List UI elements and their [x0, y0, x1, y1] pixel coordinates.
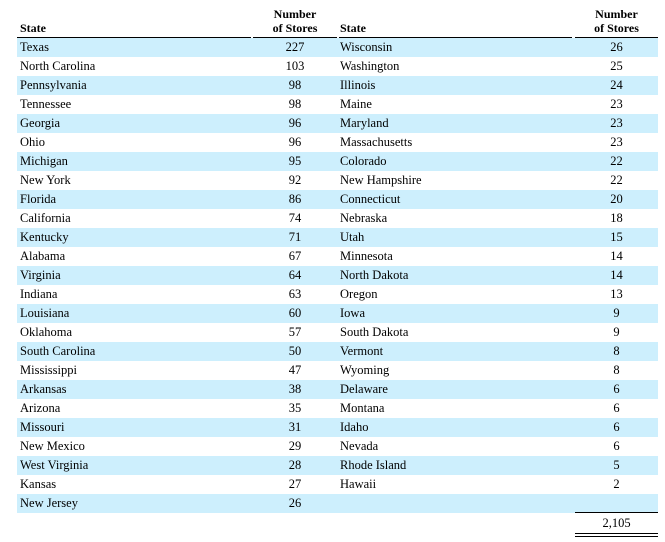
- state-right-cell: Illinois: [340, 78, 376, 92]
- header-stores-right-line1: Number: [595, 7, 638, 21]
- table-row: [17, 494, 658, 513]
- state-right-cell: North Dakota: [340, 268, 409, 282]
- stores-left-cell: 95: [288, 154, 302, 168]
- row-shading: [17, 114, 658, 133]
- state-left-cell: Kansas: [20, 477, 57, 491]
- state-right-cell: Rhode Island: [340, 458, 407, 472]
- table-row: [17, 38, 658, 57]
- stores-right-cell: 18: [610, 211, 623, 225]
- stores-left-cell: 60: [288, 306, 302, 320]
- row-shading: [17, 76, 658, 95]
- stores-left-cell: 35: [288, 401, 302, 415]
- state-left-cell: Kentucky: [20, 230, 69, 244]
- stores-right-cell: 14: [610, 268, 623, 282]
- stores-right-cell: 9: [613, 306, 620, 320]
- stores-left-cell: 86: [288, 192, 302, 206]
- row-shading: [17, 152, 658, 171]
- state-left-cell: New Mexico: [20, 439, 85, 453]
- header-stores-right: [575, 7, 658, 35]
- state-left-cell: Alabama: [20, 249, 66, 263]
- state-right-cell: South Dakota: [340, 325, 409, 339]
- state-left-cell: Texas: [20, 40, 49, 54]
- state-left-cell: Mississippi: [20, 363, 77, 377]
- state-left-cell: Tennessee: [20, 97, 72, 111]
- stores-right-cell: 22: [610, 173, 623, 187]
- stores-right-cell: 6: [613, 382, 620, 396]
- header-state-right: State: [340, 21, 366, 35]
- state-left-cell: Indiana: [20, 287, 58, 301]
- stores-left-cell: 63: [288, 287, 302, 301]
- stores-left-cell: 103: [285, 59, 305, 73]
- state-left-cell: Louisiana: [20, 306, 70, 320]
- state-left-cell: West Virginia: [20, 458, 89, 472]
- state-right-cell: Minnesota: [340, 249, 393, 263]
- stores-left-cell: 67: [288, 249, 302, 263]
- table-row: [17, 95, 658, 114]
- state-right-cell: Hawaii: [340, 477, 377, 491]
- stores-by-state-table: [17, 0, 658, 513]
- stores-right-cell: 23: [610, 97, 623, 111]
- stores-right-cell: 8: [613, 363, 620, 377]
- state-right-cell: Nebraska: [340, 211, 388, 225]
- state-left-cell: South Carolina: [20, 344, 96, 358]
- table-row: [17, 437, 658, 456]
- state-left-cell: Arizona: [20, 401, 61, 415]
- table-body: [17, 38, 658, 513]
- stores-left-cell: 96: [288, 116, 302, 130]
- row-shading: [17, 190, 658, 209]
- table-row: [17, 133, 658, 152]
- state-right-cell: Oregon: [340, 287, 378, 301]
- stores-right-cell: 6: [613, 401, 620, 415]
- table-row: [17, 190, 658, 209]
- table-row: [17, 171, 658, 190]
- state-right-cell: Iowa: [340, 306, 365, 320]
- row-shading: [17, 228, 658, 247]
- stores-right-cell: 15: [610, 230, 623, 244]
- state-right-cell: Maryland: [340, 116, 389, 130]
- stores-left-cell: 98: [288, 97, 302, 111]
- state-right-cell: New Hampshire: [340, 173, 422, 187]
- state-left-cell: Arkansas: [20, 382, 67, 396]
- row-shading: [17, 494, 658, 513]
- state-left-cell: Michigan: [20, 154, 68, 168]
- stores-left-cell: 227: [285, 40, 305, 54]
- stores-right-cell: 14: [610, 249, 623, 263]
- stores-left-cell: 26: [288, 496, 302, 510]
- stores-left-cell: 38: [288, 382, 302, 396]
- state-right-cell: Colorado: [340, 154, 387, 168]
- state-right-cell: Montana: [340, 401, 385, 415]
- table-header: [17, 0, 658, 36]
- stores-left-cell: 29: [288, 439, 302, 453]
- stores-right-cell: 26: [610, 40, 623, 54]
- state-left-cell: Ohio: [20, 135, 45, 149]
- total-stores-value: 2,105: [602, 516, 631, 530]
- state-right-cell: Nevada: [340, 439, 379, 453]
- table-row: [17, 209, 658, 228]
- stores-left-cell: 28: [288, 458, 302, 472]
- stores-left-cell: 57: [288, 325, 302, 339]
- stores-left-cell: 47: [288, 363, 302, 377]
- stores-right-cell: 9: [613, 325, 620, 339]
- state-left-cell: New Jersey: [20, 496, 78, 510]
- stores-right-cell: 20: [610, 192, 623, 206]
- table-row: [17, 418, 658, 437]
- state-left-cell: Missouri: [20, 420, 65, 434]
- table-row: [17, 342, 658, 361]
- state-right-cell: Idaho: [340, 420, 369, 434]
- stores-right-cell: 25: [610, 59, 623, 73]
- header-stores-right-line2: of Stores: [594, 21, 639, 35]
- row-shading: [17, 266, 658, 285]
- state-right-cell: Utah: [340, 230, 365, 244]
- table-row: [17, 361, 658, 380]
- stores-left-cell: 74: [288, 211, 302, 225]
- table-row: [17, 228, 658, 247]
- state-left-cell: Virginia: [20, 268, 61, 282]
- state-right-cell: Delaware: [340, 382, 388, 396]
- total-double-rule-2: [575, 536, 658, 537]
- state-left-cell: Pennsylvania: [20, 78, 87, 92]
- table-row: [17, 114, 658, 133]
- row-shading: [17, 380, 658, 399]
- state-right-cell: Massachusetts: [340, 135, 413, 149]
- stores-left-cell: 71: [288, 230, 302, 244]
- stores-left-cell: 64: [288, 268, 302, 282]
- state-left-cell: New York: [20, 173, 71, 187]
- table-row: [17, 399, 658, 418]
- total-block: [575, 512, 658, 537]
- stores-left-cell: 31: [288, 420, 302, 434]
- state-right-cell: Connecticut: [340, 192, 401, 206]
- stores-left-cell: 92: [288, 173, 302, 187]
- stores-right-cell: 5: [613, 458, 620, 472]
- row-shading: [17, 342, 658, 361]
- state-left-cell: Georgia: [20, 116, 61, 130]
- table-row: [17, 57, 658, 76]
- state-left-cell: Florida: [20, 192, 57, 206]
- stores-right-cell: 2: [613, 477, 620, 491]
- state-right-cell: Wyoming: [340, 363, 390, 377]
- header-stores-left-line2: of Stores: [272, 21, 318, 35]
- header-stores-left-line1: Number: [273, 7, 317, 21]
- state-right-cell: Washington: [340, 59, 400, 73]
- state-right-cell: Vermont: [340, 344, 384, 358]
- stores-left-cell: 98: [288, 78, 302, 92]
- header-stores-left: [253, 7, 337, 35]
- table-row: [17, 152, 658, 171]
- state-right-cell: Wisconsin: [340, 40, 393, 54]
- stores-right-cell: 23: [610, 135, 623, 149]
- table-row: [17, 323, 658, 342]
- stores-right-cell: 6: [613, 420, 620, 434]
- stores-left-cell: 96: [288, 135, 302, 149]
- total-double-rule-1: [575, 533, 658, 534]
- row-shading: [17, 304, 658, 323]
- row-shading: [17, 418, 658, 437]
- table-row: [17, 475, 658, 494]
- table-row: [17, 380, 658, 399]
- row-shading: [17, 456, 658, 475]
- table-row: [17, 285, 658, 304]
- state-left-cell: North Carolina: [20, 59, 96, 73]
- table-row: [17, 247, 658, 266]
- table-row: [17, 304, 658, 323]
- header-state-left: State: [20, 21, 46, 35]
- state-left-cell: California: [20, 211, 71, 225]
- stores-right-cell: 13: [610, 287, 623, 301]
- stores-left-cell: 27: [288, 477, 302, 491]
- stores-right-cell: 22: [610, 154, 623, 168]
- row-shading: [17, 38, 658, 57]
- stores-right-cell: 6: [613, 439, 620, 453]
- state-right-cell: Maine: [340, 97, 372, 111]
- state-left-cell: Oklahoma: [20, 325, 73, 339]
- table-row: [17, 266, 658, 285]
- stores-right-cell: 24: [610, 78, 623, 92]
- total-top-rule: [575, 512, 658, 513]
- table-row: [17, 76, 658, 95]
- stores-left-cell: 50: [288, 344, 302, 358]
- table-row: [17, 456, 658, 475]
- stores-right-cell: 8: [613, 344, 620, 358]
- stores-right-cell: 23: [610, 116, 623, 130]
